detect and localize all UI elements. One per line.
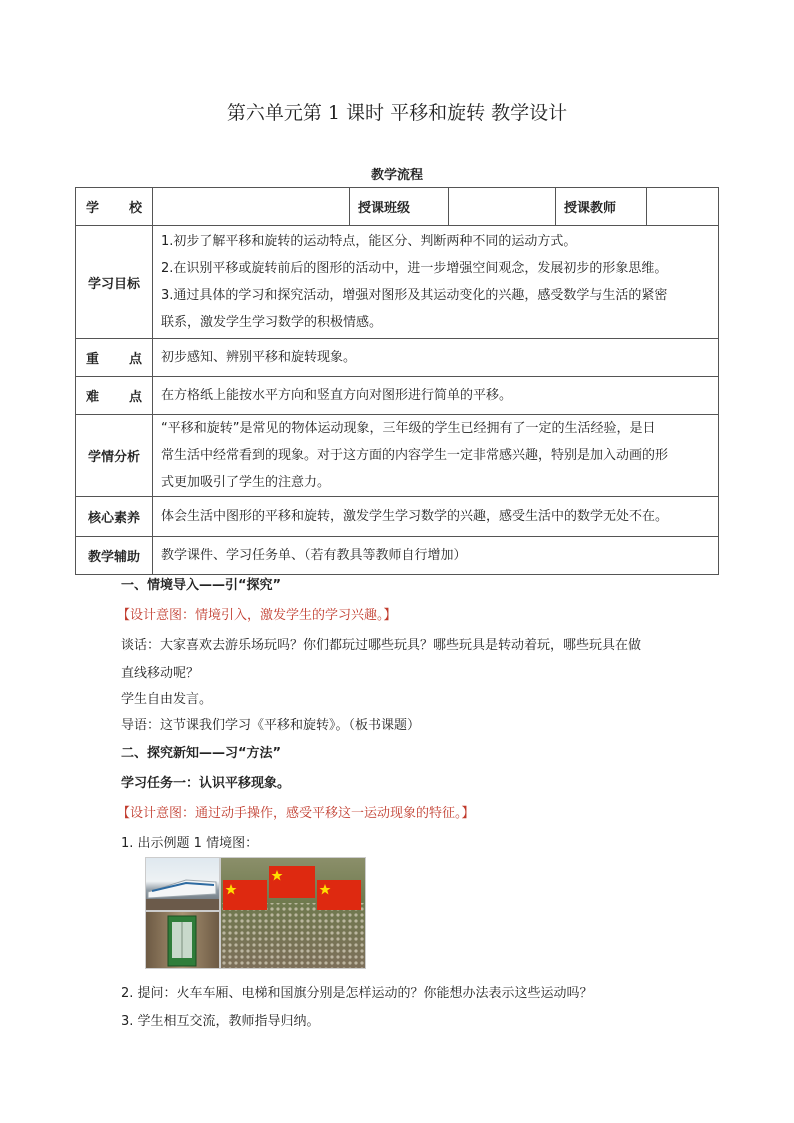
section-2-heading: 二、探究新知——习“方法” <box>121 746 282 761</box>
class-label: 授课班级 <box>350 188 449 226</box>
core-label: 核心素养 <box>76 497 153 537</box>
flag-icon <box>317 880 361 910</box>
analysis-line: 式更加吸引了学生的注意力。 <box>161 475 331 490</box>
aux-text: 教学课件、学习任务单、（若有教具等教师自行增加） <box>153 537 719 575</box>
goal-line: 3.通过具体的学习和探究活动，增强对图形及其运动变化的兴趣，感受数学与生活的紧密 <box>161 288 668 303</box>
class-value <box>449 188 556 226</box>
lesson-info-table <box>75 187 719 575</box>
table-row-goals <box>76 226 719 339</box>
teacher-label: 授课教师 <box>556 188 647 226</box>
talk-line-2: 直线移动呢？ <box>121 666 200 681</box>
analysis-label: 学情分析 <box>76 415 153 497</box>
goal-line: 1.初步了解平移和旋转的运动特点，能区分、判断两种不同的运动方式。 <box>161 234 577 249</box>
table-row-analysis <box>76 415 719 497</box>
difficulty-label: 难 点 <box>76 377 153 415</box>
elevator-photo <box>145 911 220 969</box>
task-1-heading: 学习任务一：认识平移现象。 <box>121 776 291 791</box>
train-illustration <box>146 858 219 910</box>
difficulty-text: 在方格纸上能按水平方向和竖直方向对图形进行简单的平移。 <box>153 377 719 415</box>
flag-raising-photo <box>220 857 366 969</box>
table-row-school <box>76 188 719 226</box>
flag-icon <box>223 880 267 910</box>
goals-label: 学习目标 <box>76 226 153 339</box>
step-2: 2. 提问：火车车厢、电梯和国旗分别是怎样运动的？你能想办法表示这些运动吗？ <box>121 986 593 1001</box>
flags-illustration <box>221 858 365 968</box>
design-intent-1: 【设计意图：情境引入，激发学生的学习兴趣。】 <box>117 608 397 623</box>
goals-text <box>153 226 719 339</box>
goal-line: 联系，激发学生学习数学的积极情感。 <box>161 315 383 330</box>
section-1-heading: 一、情境导入——引“探究” <box>121 578 282 593</box>
step-1: 1. 出示例题 1 情境图： <box>121 836 259 851</box>
analysis-text <box>153 415 719 497</box>
flow-title: 教学流程 <box>370 168 423 183</box>
analysis-line: “平移和旋转”是常见的物体运动现象，三年级的学生已经拥有了一定的生活经验，是日 <box>161 421 656 436</box>
table-row-core <box>76 497 719 537</box>
school-label: 学 校 <box>76 188 153 226</box>
guide-text: 导语：这节课我们学习《平移和旋转》。（板书课题） <box>121 718 421 733</box>
step-3: 3. 学生相互交流，教师指导归纳。 <box>121 1014 320 1029</box>
core-text: 体会生活中图形的平移和旋转，激发学生学习数学的兴趣，感受生活中的数学无处不在。 <box>153 497 719 537</box>
key-label: 重 点 <box>76 339 153 377</box>
goal-line: 2.在识别平移或旋转前后的图形的活动中，进一步增强空间观念，发展初步的形象思维。 <box>161 261 668 276</box>
school-value <box>153 188 350 226</box>
table-row-aux <box>76 537 719 575</box>
teacher-value <box>647 188 719 226</box>
flag-icon <box>269 866 315 898</box>
talk-line-1: 谈话：大家喜欢去游乐场玩吗？你们都玩过哪些玩具？哪些玩具是转动着玩，哪些玩具在做 <box>121 638 642 653</box>
design-intent-2: 【设计意图：通过动手操作，感受平移这一运动现象的特征。】 <box>117 806 475 821</box>
table-row-difficulty <box>76 377 719 415</box>
elevator-illustration <box>146 912 219 968</box>
train-photo <box>145 857 220 911</box>
key-text: 初步感知、辨别平移和旋转现象。 <box>153 339 719 377</box>
aux-label: 教学辅助 <box>76 537 153 575</box>
analysis-line: 常生活中经常看到的现象。对于这方面的内容学生一定非常感兴趣，特别是加入动画的形 <box>161 448 669 463</box>
document-title: 第六单元第 1 课时 平移和旋转 教学设计 <box>226 102 568 124</box>
free-speech: 学生自由发言。 <box>121 692 213 707</box>
table-row-key <box>76 339 719 377</box>
